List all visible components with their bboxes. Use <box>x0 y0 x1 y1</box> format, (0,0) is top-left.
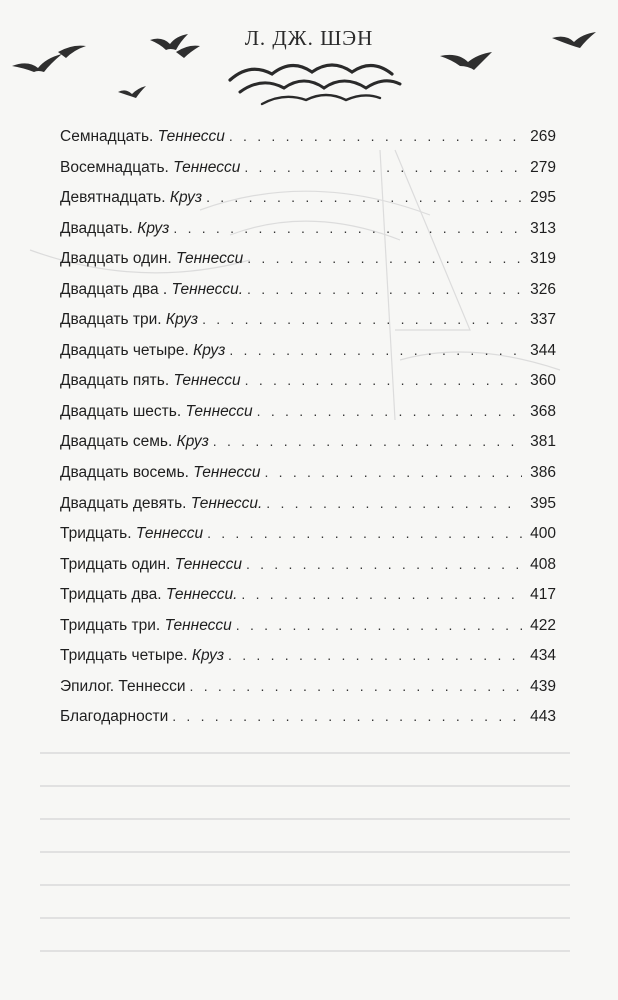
toc-page-number: 344 <box>530 341 556 359</box>
toc-chapter-number: Двадцать четыре. <box>60 341 189 359</box>
toc-narrator: Теннесси. <box>165 586 238 604</box>
toc-narrator: Теннесси. <box>190 494 263 512</box>
toc-page-number: 368 <box>530 402 556 420</box>
toc-page-number: 381 <box>530 433 556 451</box>
toc-entry <box>60 518 556 549</box>
toc-narrator: Теннесси <box>157 128 225 145</box>
waves-icon <box>230 65 400 104</box>
toc-narrator: Теннесси <box>173 158 241 176</box>
toc-page-number: 313 <box>530 219 556 237</box>
toc-page-number: 422 <box>530 616 556 634</box>
toc-entry <box>60 213 556 244</box>
toc-chapter-title <box>60 580 237 610</box>
toc-page-number: 400 <box>530 525 556 543</box>
toc-entry <box>60 457 556 488</box>
toc-chapter-number: Двадцать семь. <box>60 433 173 451</box>
toc-chapter-title <box>60 458 260 488</box>
toc-chapter-title <box>60 153 240 183</box>
toc-page-number: 360 <box>530 372 556 390</box>
toc-entry <box>60 488 556 519</box>
toc-chapter-number: Тридцать. <box>60 525 132 543</box>
toc-chapter-title <box>60 336 225 366</box>
toc-chapter-title <box>60 275 243 305</box>
toc-chapter-title <box>60 611 232 641</box>
toc-narrator: Теннесси <box>118 677 186 695</box>
toc-entry <box>60 671 556 702</box>
toc-entry <box>60 304 556 335</box>
toc-chapter-title <box>60 672 186 702</box>
toc-chapter-number: Двадцать два . <box>60 280 168 298</box>
toc-narrator: Теннесси <box>185 402 253 420</box>
toc-page-number: 326 <box>530 280 556 298</box>
toc-chapter-title <box>60 122 225 152</box>
toc-chapter-number: Семнадцать. <box>60 128 154 145</box>
toc-leader-dots <box>257 396 522 426</box>
toc-narrator: Круз <box>176 433 209 451</box>
toc-chapter-title <box>60 214 169 244</box>
toc-leader-dots <box>202 304 522 334</box>
toc-leader-dots <box>246 549 522 579</box>
toc-page-number: 295 <box>530 189 556 207</box>
toc-leader-dots <box>206 182 522 212</box>
toc-entry <box>60 335 556 366</box>
toc-narrator: Круз <box>191 647 225 665</box>
toc-narrator: Круз <box>137 219 170 237</box>
toc-page-number: 269 <box>530 128 556 145</box>
toc-leader-dots <box>264 457 522 487</box>
toc-entry <box>60 274 556 305</box>
toc-leader-dots <box>213 426 522 456</box>
toc-narrator: Круз <box>169 189 203 207</box>
toc-chapter-title <box>60 305 198 335</box>
toc-leader-dots <box>266 488 522 518</box>
toc-narrator: Теннесси <box>174 555 242 573</box>
toc-narrator: Теннесси <box>164 616 232 634</box>
toc-page-number: 443 <box>530 708 556 726</box>
toc-leader-dots <box>229 121 522 151</box>
toc-entry <box>60 549 556 580</box>
toc-page-number: 434 <box>530 647 556 665</box>
toc-chapter-title <box>60 641 224 671</box>
toc-chapter-title <box>60 427 209 457</box>
toc-chapter-title <box>60 489 262 519</box>
toc-chapter-number: Двадцать. <box>60 219 133 237</box>
bird-icon <box>118 86 146 98</box>
toc-page-number: 337 <box>530 311 556 329</box>
table-of-contents <box>60 121 556 732</box>
toc-narrator: Теннесси <box>193 464 261 482</box>
toc-chapter-number: Эпилог. <box>60 677 115 695</box>
toc-page-number: 319 <box>530 250 556 268</box>
toc-leader-dots <box>172 701 522 731</box>
toc-entry <box>60 640 556 671</box>
toc-entry <box>60 182 556 213</box>
toc-entry <box>60 701 556 732</box>
toc-page-number: 408 <box>530 555 556 573</box>
toc-chapter-title <box>60 550 242 580</box>
toc-chapter-number: Тридцать два. <box>60 586 162 604</box>
toc-chapter-title <box>60 397 253 427</box>
toc-chapter-number: Двадцать один. <box>60 250 172 268</box>
toc-leader-dots <box>229 335 522 365</box>
toc-entry <box>60 152 556 183</box>
toc-leader-dots <box>228 640 522 670</box>
toc-chapter-number: Тридцать один. <box>60 555 171 573</box>
toc-entry <box>60 396 556 427</box>
toc-entry <box>60 426 556 457</box>
toc-entry <box>60 243 556 274</box>
toc-chapter-number: Девятнадцать. <box>60 189 166 207</box>
toc-entry <box>60 579 556 610</box>
toc-narrator: Круз <box>165 311 199 329</box>
toc-leader-dots <box>244 152 522 182</box>
toc-chapter-title <box>60 183 202 213</box>
toc-chapter-number: Двадцать восемь. <box>60 464 189 482</box>
page-header-author: Л. ДЖ. ШЭН <box>244 26 374 50</box>
toc-chapter-number: Двадцать пять. <box>60 372 170 390</box>
toc-narrator: Круз <box>193 341 226 359</box>
toc-chapter-title <box>60 519 203 549</box>
toc-leader-dots <box>236 610 522 640</box>
toc-page-number: 386 <box>530 464 556 482</box>
toc-chapter-title <box>60 244 243 274</box>
toc-chapter-number: Восемнадцать. <box>60 158 169 176</box>
toc-chapter-number: Двадцать три. <box>60 311 162 329</box>
toc-page-number: 279 <box>530 158 556 176</box>
toc-chapter-number: Двадцать шесть. <box>60 402 182 420</box>
toc-leader-dots <box>207 518 522 548</box>
toc-narrator: Теннесси <box>135 525 204 543</box>
toc-chapter-number: Двадцать девять. <box>60 494 187 512</box>
toc-entry <box>60 121 556 152</box>
toc-narrator: Теннесси <box>173 372 241 390</box>
toc-leader-dots <box>241 579 522 609</box>
toc-leader-dots <box>173 213 522 243</box>
toc-narrator: Теннесси. <box>171 280 244 298</box>
toc-leader-dots <box>245 365 522 395</box>
toc-page-number: 395 <box>530 494 556 512</box>
toc-chapter-title <box>60 702 168 732</box>
toc-entry <box>60 365 556 396</box>
toc-entry <box>60 610 556 641</box>
toc-chapter-number: Тридцать четыре. <box>60 647 188 665</box>
toc-chapter-title <box>60 366 241 396</box>
toc-leader-dots <box>190 671 522 701</box>
toc-page-number: 417 <box>530 586 556 604</box>
toc-leader-dots <box>247 243 522 273</box>
birds-waves-decoration <box>0 0 618 120</box>
toc-page-number: 439 <box>530 677 556 695</box>
toc-narrator: Теннесси <box>176 250 244 268</box>
bird-icon <box>440 52 492 70</box>
toc-leader-dots <box>247 274 522 304</box>
toc-chapter-number: Благодарности <box>60 708 169 726</box>
bird-icon <box>12 54 62 72</box>
toc-chapter-number: Тридцать три. <box>60 616 161 634</box>
